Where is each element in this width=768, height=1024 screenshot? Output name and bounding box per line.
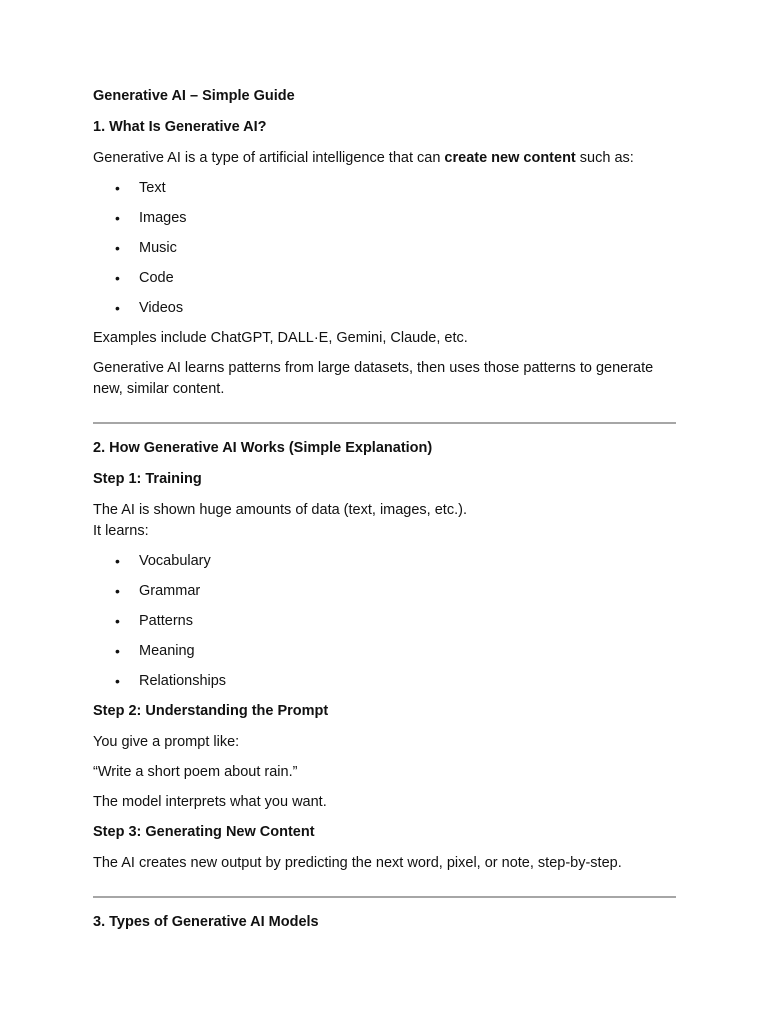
list-item: • Relationships (93, 671, 676, 692)
list-item: • Images (93, 208, 676, 229)
intro-text-bold: create new content (444, 150, 576, 166)
section-1-heading: 1. What Is Generative AI? (93, 119, 267, 135)
section-3-heading: 3. Types of Generative AI Models (93, 914, 319, 930)
step-1-text (93, 500, 676, 542)
examples-paragraph: Examples include ChatGPT, DALL·E, Gemini, Claude, etc. (93, 330, 468, 346)
intro-text-before: Generative AI is a type of artificial intelligence that can (93, 150, 445, 166)
step-1-line-2: It learns: (93, 523, 149, 539)
list-item: • Code (93, 268, 676, 289)
step-1-heading: Step 1: Training (93, 471, 202, 487)
step-3-line-1: The AI creates new output by predicting the next word, pixel, or note, step-by-step. (93, 855, 622, 871)
intro-text-after: such as: (575, 150, 634, 166)
step-2-line-1: You give a prompt like: (93, 734, 240, 750)
section-2-heading: 2. How Generative AI Works (Simple Explanation) (93, 440, 433, 456)
list-item: • Text (93, 178, 676, 199)
list-item: • Meaning (93, 641, 676, 662)
list-item: • Music (93, 238, 676, 259)
step-2-line-2: The model interprets what you want. (93, 794, 327, 810)
list-item: • Patterns (93, 611, 676, 632)
section-1-intro (93, 148, 676, 169)
document-title: Generative AI – Simple Guide (93, 88, 295, 104)
section-divider (93, 896, 676, 898)
learns-list (93, 551, 676, 692)
step-3-heading: Step 3: Generating New Content (93, 824, 315, 840)
content-types-list (93, 178, 676, 319)
list-item: • Vocabulary (93, 551, 676, 572)
step-2-heading: Step 2: Understanding the Prompt (93, 703, 329, 719)
learns-paragraph: Generative AI learns patterns from large datasets, then uses those patterns to generate new, similar content. (93, 360, 654, 397)
document-page (93, 86, 676, 943)
list-item: • Videos (93, 298, 676, 319)
step-1-line-1: The AI is shown huge amounts of data (text, images, etc.). (93, 502, 467, 518)
section-divider (93, 422, 676, 424)
step-2-quote: “Write a short poem about rain.” (93, 764, 298, 780)
list-item: • Grammar (93, 581, 676, 602)
